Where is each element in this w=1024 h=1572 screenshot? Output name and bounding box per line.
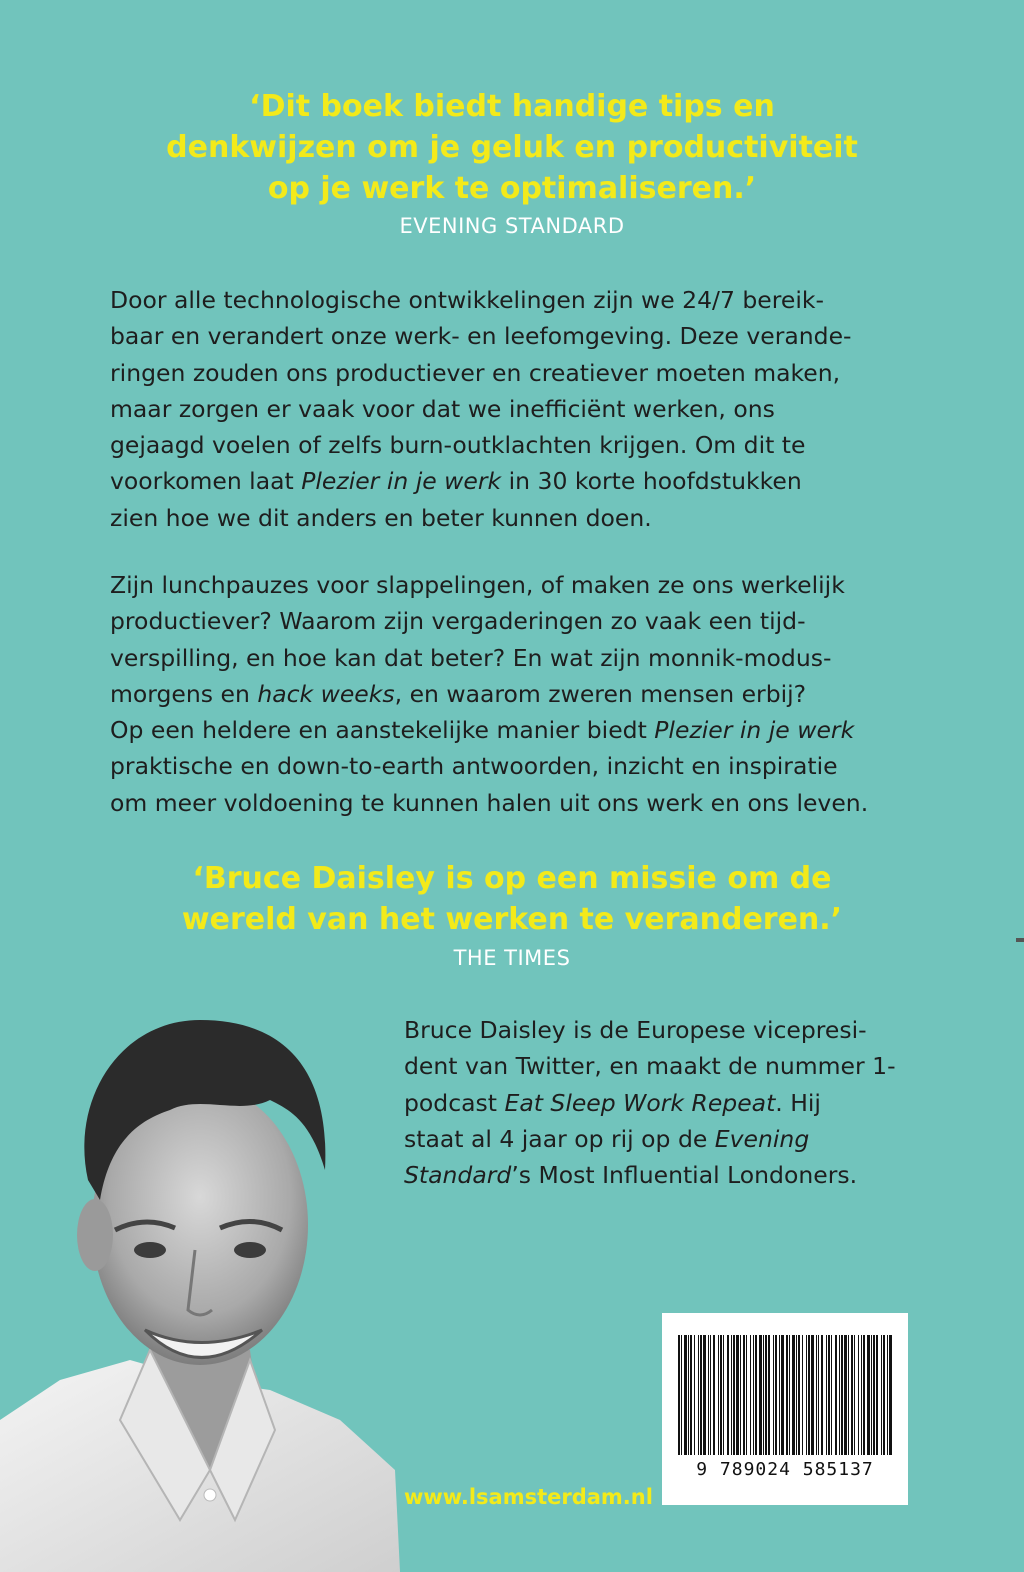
paragraph-line: productiever? Waarom zijn vergaderingen zo vaak een tijd-	[110, 607, 806, 636]
barcode-bar	[811, 1335, 814, 1455]
barcode-bar	[775, 1335, 777, 1455]
barcode-bar	[720, 1335, 722, 1455]
bio-line	[404, 1157, 924, 1193]
description-paragraph-2	[110, 567, 910, 821]
barcode-bar	[839, 1335, 840, 1455]
barcode-bar	[750, 1335, 751, 1455]
quote-line: wereld van het werken te veranderen.’	[181, 902, 843, 937]
barcode-bar	[727, 1335, 729, 1455]
barcode-bar	[713, 1335, 715, 1455]
book-title-italic: Plezier in je werk	[654, 716, 855, 745]
barcode-bar	[746, 1335, 747, 1455]
barcode-bar	[802, 1335, 803, 1455]
barcode-bar	[759, 1335, 762, 1455]
barcode-bar	[871, 1335, 872, 1455]
barcode-bar	[848, 1335, 849, 1455]
quote-line: op je werk te optimaliseren.’	[267, 171, 757, 206]
barcode-bar	[753, 1335, 754, 1455]
paragraph-line: zien hoe we dit anders en beter kunnen doen.	[110, 503, 652, 532]
text-fragment: morgens en	[110, 679, 258, 708]
text-fragment: voorkomen laat	[110, 467, 302, 496]
publication-title-italic: Standard	[404, 1161, 512, 1190]
barcode-bar	[694, 1335, 695, 1455]
text-fragment: podcast	[404, 1088, 505, 1117]
barcode-bar	[806, 1335, 807, 1455]
barcode-bar	[876, 1335, 878, 1455]
quote-source-evening-standard: EVENING STANDARD	[399, 214, 625, 238]
barcode-bar	[789, 1335, 790, 1455]
text-fragment: . Hij	[775, 1088, 821, 1117]
paragraph-line: Zijn lunchpauzes voor slappelingen, of maken ze ons werkelijk	[110, 571, 845, 599]
barcode-bar	[828, 1335, 830, 1455]
podcast-title-italic: Eat Sleep Work Repeat	[504, 1088, 776, 1117]
barcode-bar	[708, 1335, 709, 1455]
barcode-bar	[688, 1335, 689, 1455]
author-bio	[404, 1012, 924, 1193]
barcode-bar	[796, 1335, 797, 1455]
barcode-bar	[684, 1335, 687, 1455]
barcode-bar	[678, 1335, 680, 1455]
barcode-bar	[773, 1335, 774, 1455]
paragraph-line: gejaagd voelen of zelfs burn-outklachten krijgen. Om dit te	[110, 431, 806, 460]
isbn-barcode	[662, 1313, 908, 1505]
barcode-bar	[816, 1335, 817, 1455]
paragraph-line: maar zorgen er vaak voor dat we inefficiënt werken, ons	[110, 394, 775, 423]
barcode-bar	[765, 1335, 767, 1455]
barcode-bar	[818, 1335, 819, 1455]
quote-source-the-times: THE TIMES	[453, 946, 571, 970]
barcode-bar	[763, 1335, 764, 1455]
paragraph-line: verspilling, en hoe kan dat beter? En wat zijn monnik-modus-	[110, 643, 832, 672]
paragraph-line: ringen zouden ons productiever en creatiever moeten maken,	[110, 358, 841, 387]
barcode-bar	[781, 1335, 784, 1455]
barcode-bar	[881, 1335, 882, 1455]
bio-line	[404, 1121, 924, 1157]
barcode-bar	[740, 1335, 741, 1455]
barcode-bar	[883, 1335, 885, 1455]
barcode-bar	[718, 1335, 719, 1455]
bio-line	[404, 1085, 924, 1121]
barcode-bar	[700, 1335, 702, 1455]
bio-line: dent van Twitter, en maakt de nummer 1-	[404, 1052, 896, 1081]
barcode-bar	[736, 1335, 739, 1455]
text-fragment: , en waarom zweren mensen erbij?	[394, 679, 807, 708]
barcode-bar	[844, 1335, 847, 1455]
barcode-bar	[731, 1335, 732, 1455]
barcode-bar	[851, 1335, 853, 1455]
book-title-italic: Plezier in je werk	[301, 467, 502, 496]
barcode-bar	[863, 1335, 865, 1455]
barcode-bar	[861, 1335, 862, 1455]
barcode-bar	[798, 1335, 800, 1455]
italic-term: hack weeks	[257, 679, 395, 708]
paragraph-line: baar en verandert onze werk- en leefomgeving. Deze verande-	[110, 322, 852, 351]
barcode-bar	[835, 1335, 837, 1455]
publisher-website: www.lsamsterdam.nl	[404, 1485, 653, 1509]
barcode-bar	[887, 1335, 888, 1455]
barcode-bar	[792, 1335, 795, 1455]
barcode-bar	[681, 1335, 682, 1455]
paragraph-line	[110, 463, 910, 499]
barcode-bar	[768, 1335, 770, 1455]
barcode-bar	[854, 1335, 855, 1455]
text-fragment: in 30 korte hoofdstukken	[501, 467, 802, 496]
text-fragment: staat al 4 jaar op rij op de	[404, 1124, 715, 1153]
paragraph-line: praktische en down-to-earth antwoorden, inzicht en inspiratie	[110, 752, 838, 781]
barcode-bar	[873, 1335, 875, 1455]
barcode-bar	[779, 1335, 780, 1455]
publication-title-italic: Evening	[714, 1124, 810, 1153]
barcode-bar	[889, 1335, 892, 1455]
barcode-bars	[678, 1335, 892, 1455]
barcode-bar	[690, 1335, 692, 1455]
barcode-bar	[858, 1335, 859, 1455]
paragraph-line: om meer voldoening te kunnen halen uit ons werk en ons leven.	[110, 788, 869, 817]
barcode-bar	[698, 1335, 699, 1455]
edge-mark	[1016, 938, 1024, 942]
quote-line: denkwijzen om je geluk en productiviteit	[166, 130, 858, 165]
paragraph-line	[110, 676, 910, 712]
paragraph-line: Door alle technologische ontwikkelingen zijn we 24/7 bereik-	[110, 286, 824, 314]
quote-line: ‘Bruce Daisley is op een missie om de	[192, 861, 832, 896]
barcode-bar	[723, 1335, 724, 1455]
text-fragment: ’s Most Influential Londoners.	[511, 1161, 858, 1190]
quote-line: ‘Dit boek biedt handige tips en	[249, 89, 775, 124]
description-paragraph-1	[110, 282, 910, 536]
bio-line: Bruce Daisley is de Europese vicepresi-	[404, 1016, 867, 1044]
author-photo	[0, 1000, 410, 1572]
barcode-bar	[821, 1335, 823, 1455]
barcode-bar	[733, 1335, 735, 1455]
isbn-number: 9 789024 585137	[696, 1459, 874, 1480]
text-fragment: Op een heldere en aanstekelijke manier biedt	[110, 716, 655, 745]
quote-the-times	[0, 858, 1024, 940]
barcode-bar	[826, 1335, 827, 1455]
barcode-bar	[755, 1335, 757, 1455]
barcode-bar	[710, 1335, 711, 1455]
barcode-bar	[703, 1335, 706, 1455]
quote-evening-standard	[0, 86, 1024, 209]
barcode-bar	[841, 1335, 843, 1455]
barcode-bar	[808, 1335, 810, 1455]
barcode-bar	[831, 1335, 832, 1455]
barcode-bar	[786, 1335, 788, 1455]
barcode-bar	[743, 1335, 745, 1455]
barcode-bar	[867, 1335, 870, 1455]
paragraph-line	[110, 712, 910, 748]
